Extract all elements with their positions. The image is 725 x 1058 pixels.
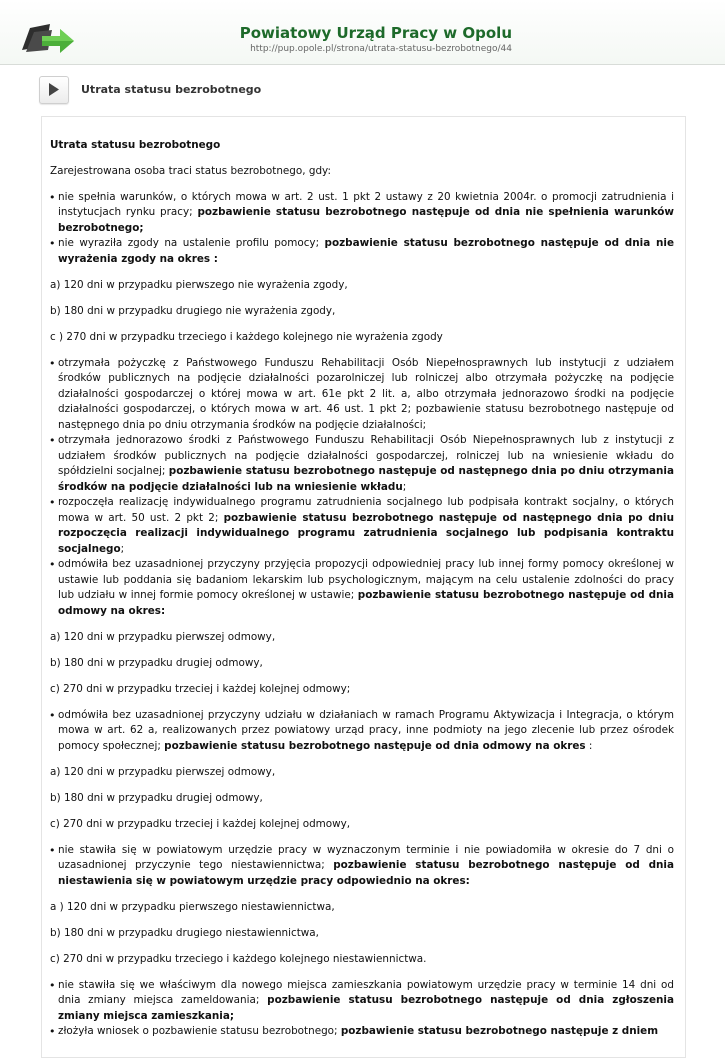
article-intro: Zarejestrowana osoba traci status bezrobotnego, gdy: xyxy=(50,164,331,177)
conditions-list-2 xyxy=(50,356,674,620)
play-arrow-icon xyxy=(48,83,60,96)
list-item: • otrzymała jednorazowo środki z Państwowego Funduszu Rehabilitacji Osób Niepełnosprawnych lub z instytucji z udziałem środków publicznych na podjęcie działalności gospodarczej, rolniczej lub na wniesienie wkładu do spółdzielni socjalnej; pozbawienie statusu bezrobotnego następuje od następnego dnia po dniu otrzymania środków na podjęcie działalności lub na wniesienie wkładu; xyxy=(50,433,674,495)
period-line: c ) 270 dni w przypadku trzeciego i każdego kolejnego nie wyrażenia zgody xyxy=(50,330,443,343)
list-item: • odmówiła bez uzasadnionej przyczyny udziału w działaniach w ramach Programu Aktywizacja i Integracja, o którym mowa w art. 62 a, realizowanych przez powiatowy urząd pracy, inne podmioty na jego zlecenie lub przez ośrodek pomocy społecznej; pozbawienie statusu bezrobotnego następuje od dnia odmowy na okres : xyxy=(50,708,674,755)
period-line: a) 120 dni w przypadku pierwszej odmowy, xyxy=(50,765,276,778)
period-line: a ) 120 dni w przypadku pierwszego niestawiennictwa, xyxy=(50,900,335,913)
list-item: • otrzymała pożyczkę z Państwowego Funduszu Rehabilitacji Osób Niepełnosprawnych lub instytucji z udziałem środków publicznych na podjęcie działalności pozarolniczej lub rolniczej albo otrzymała pożyczkę na podjęcie działalności gospodarczej o której mowa w art. 61e pkt 2 lit. a, albo otrzymała jednorazowo środki na podjęcie działalności gospodarczej, o których mowa w art. 46 ust. 1 pkt 2; pozbawienie statusu bezrobotnego następuje od następnego dnia po dniu otrzymania środków na podjęcie działalności; xyxy=(50,356,674,434)
page-title: Utrata statusu bezrobotnego xyxy=(81,83,262,96)
article-title: Utrata statusu bezrobotnego xyxy=(50,139,221,151)
period-line: b) 180 dni w przypadku drugiego niestawiennictwa, xyxy=(50,926,319,939)
article-body xyxy=(50,138,674,1050)
list-item: • złożyła wniosek o pozbawienie statusu bezrobotnego; pozbawienie statusu bezrobotnego następuje z dniem xyxy=(50,1024,674,1040)
period-line: b) 180 dni w przypadku drugiej odmowy, xyxy=(50,791,263,804)
site-title[interactable]: Powiatowy Urząd Pracy w Opolu xyxy=(239,24,512,42)
period-line: c) 270 dni w przypadku trzeciego i każdego kolejnego niestawiennictwa. xyxy=(50,952,427,965)
list-item: • nie stawiła się w powiatowym urzędzie pracy w wyznaczonym terminie i nie powiadomiła w okresie do 7 dni o uzasadnionej przyczynie tego niestawiennictwa; pozbawienie statusu bezrobotnego następuje od dnia niestawienia się w powiatowym urzędzie pracy odpowiednio na okres: xyxy=(50,843,674,890)
list-item: • rozpoczęła realizację indywidualnego programu zatrudnienia socjalnego lub podpisała kontrakt socjalny, o których mowa w art. 50 ust. 2 pkt 2; pozbawienie statusu bezrobotnego następuje od następnego dnia po dniu rozpoczęcia realizacji indywidualnego programu zatrudnienia socjalnego lub podpisania kontraktu socjalnego; xyxy=(50,495,674,557)
conditions-list-4 xyxy=(50,843,674,890)
conditions-list-3 xyxy=(50,708,674,755)
period-line: a) 120 dni w przypadku pierwszego nie wyrażenia zgody, xyxy=(50,278,348,291)
period-line: c) 270 dni w przypadku trzeciej i każdej kolejnej odmowy; xyxy=(50,682,351,695)
back-button[interactable] xyxy=(39,76,69,104)
period-line: c) 270 dni w przypadku trzeciej i każdej kolejnej odmowy, xyxy=(50,817,351,830)
logo-icon[interactable] xyxy=(20,20,76,58)
period-line: a) 120 dni w przypadku pierwszej odmowy, xyxy=(50,630,276,643)
site-url: http://pup.opole.pl/strona/utrata-statusu-bezrobotnego/44 xyxy=(250,44,512,54)
list-item: • odmówiła bez uzasadnionej przyczyny przyjęcia propozycji odpowiedniej pracy lub innej formy pomocy określonej w ustawie lub poddania się badaniom lekarskim lub psychologicznym, mającym na celu ustalenie zdolności do pracy lub udziału w innej formie pomocy określonej w ustawie; pozbawienie statusu bezrobotnego następuje od dnia odmowy na okres: xyxy=(50,557,674,619)
list-item: • nie stawiła się we właściwym dla nowego miejsca zamieszkania powiatowym urzędzie pracy w terminie 14 dni od dnia zmiany miejsca zameldowania; pozbawienie statusu bezrobotnego następuje od dnia zgłoszenia zmiany miejsca zamieszkania; xyxy=(50,978,674,1025)
list-item: • nie spełnia warunków, o których mowa w art. 2 ust. 1 pkt 2 ustawy z 20 kwietnia 2004r. o promocji zatrudnienia i instytucjach rynku pracy; pozbawienie statusu bezrobotnego następuje od dnia nie spełnienia warunków bezrobotnego; xyxy=(50,190,674,237)
period-line: b) 180 dni w przypadku drugiego nie wyrażenia zgody, xyxy=(50,304,336,317)
conditions-list-1 xyxy=(50,190,674,268)
list-item: • nie wyraziła zgody na ustalenie profilu pomocy; pozbawienie statusu bezrobotnego następuje od dnia nie wyrażenia zgody na okres : xyxy=(50,236,674,267)
period-line: b) 180 dni w przypadku drugiej odmowy, xyxy=(50,656,263,669)
site-header xyxy=(0,0,725,65)
conditions-list-5 xyxy=(50,978,674,1040)
